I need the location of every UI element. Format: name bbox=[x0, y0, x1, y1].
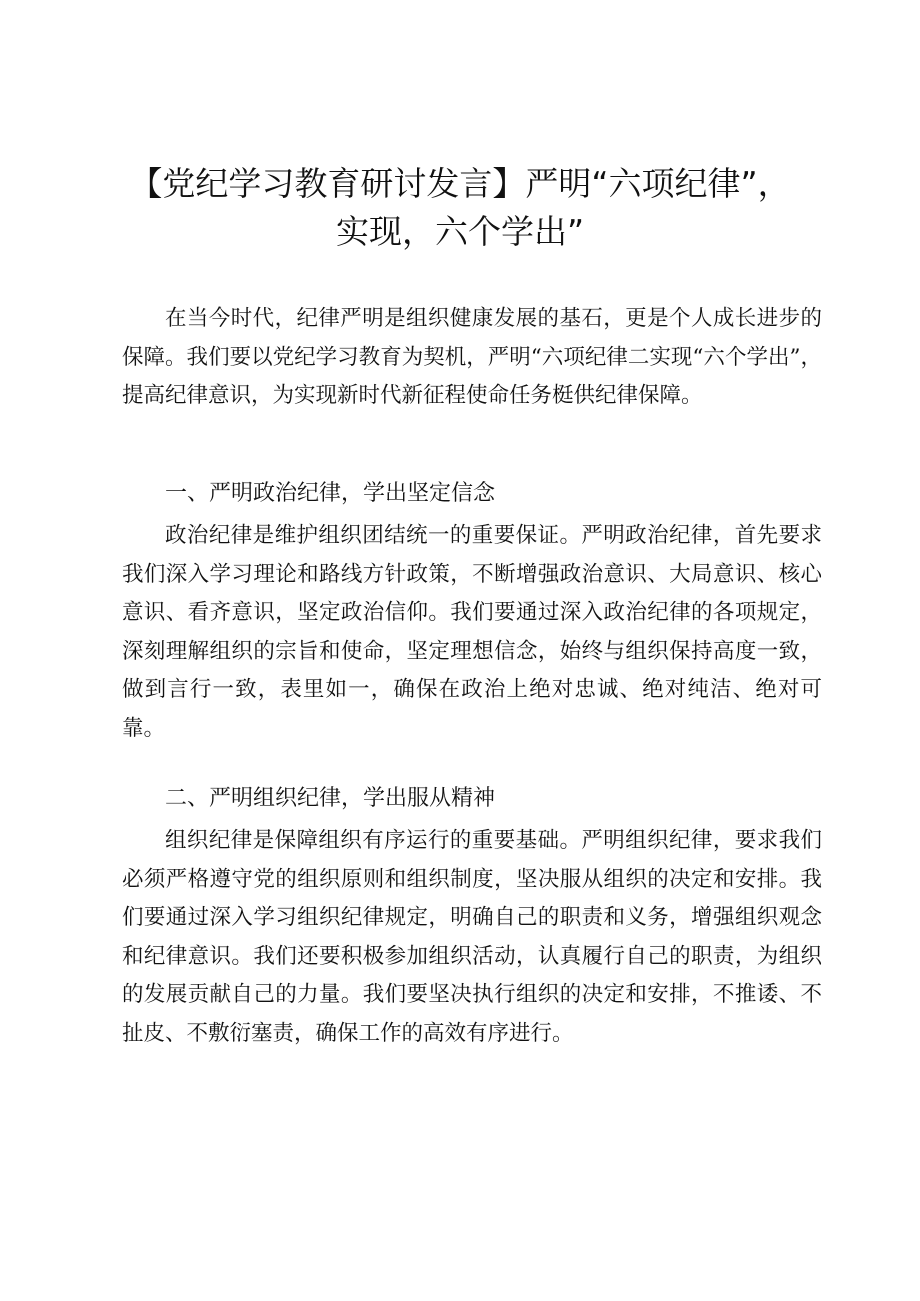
intro-paragraph: 在当今时代，纪律严明是组织健康发展的基石，更是个人成长进步的保障。我们要以党纪学习教育为契机，严明“六项纪律二实现“六个学出”，提高纪律意识，为实现新时代新征程使命任务梃供纪律保障。 bbox=[122, 306, 822, 408]
document-title-line-2: 实现，六个学出” bbox=[335, 212, 585, 251]
document-title-line-1: 【党纪学习教育研讨发言】严明“六项纪律”， bbox=[129, 164, 791, 203]
section-heading-2: 二、严明组织纪律，学出服从精神 bbox=[165, 786, 496, 811]
section-body-1: 政治纪律是维护组织团结统一的重要保证。严明政治纪律，首先要求我们深入学习理论和路线方针政策，不断增强政治意识、大局意识、核心意识、看齐意识，坚定政治信仰。我们要通过深入政治纪律的各项规定，深刻理解组织的宗旨和使命，坚定理想信念，始终与组织保持高度一致，做到言行一致，表里如一，确保在政治上绝对忠诚、绝对纯洁、绝对可靠。 bbox=[122, 523, 822, 741]
section-heading-1: 一、严明政治纪律，学出坚定信念 bbox=[165, 481, 496, 506]
section-body-2: 组织纪律是保障组织有序运行的重要基础。严明组织纪律，要求我们必须严格遵守党的组织原则和组织制度，坚决服从组织的决定和安排。我们要通过深入学习组织纪律规定，明确自己的职责和义务，增强组织观念和纪律意识。我们还要积极参加组织活动，认真履行自己的职责，为组织的发展贡献自己的力量。我们要坚决执行组织的决定和安排，不推诿、不扯皮、不敷衍塞责，确保工作的高效有序进行。 bbox=[122, 828, 822, 1046]
